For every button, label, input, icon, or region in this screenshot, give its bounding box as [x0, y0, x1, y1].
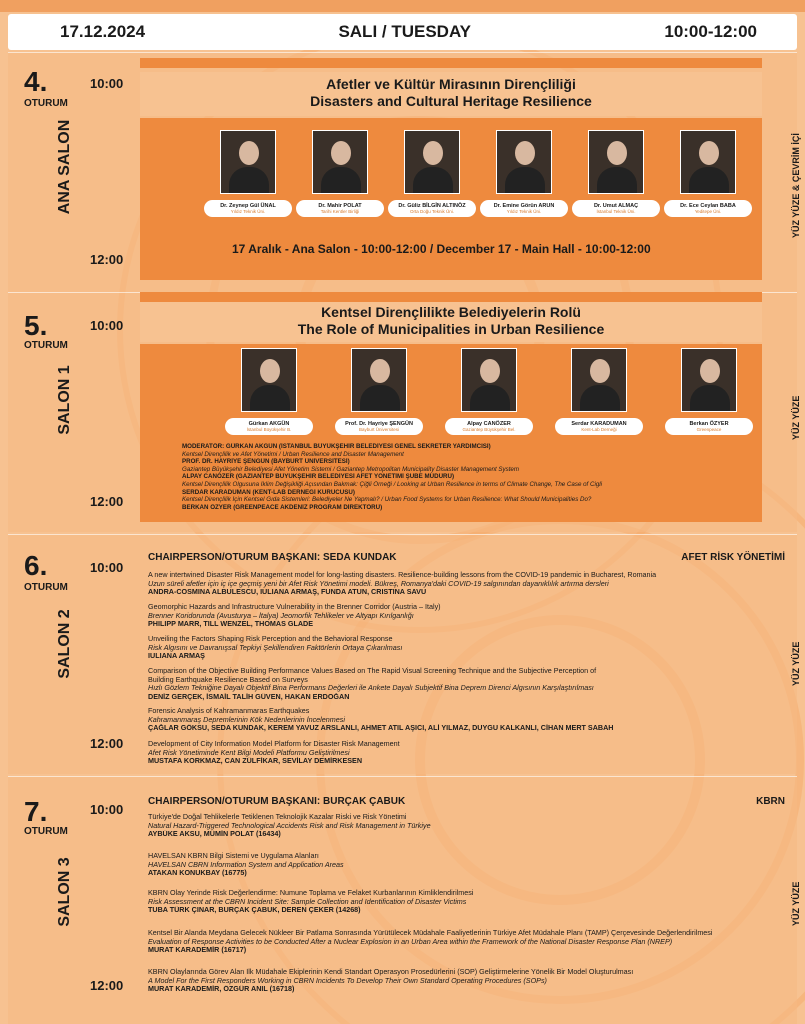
- session-start-time: 10:00: [90, 318, 124, 333]
- speaker-affiliation: İstanbul Büyükşehir B.: [246, 427, 292, 432]
- paper-alt-title: A Model For the First Responders Working in CBRN Incidents To Develop Their Own Standard Operating Procedures (SOPs): [148, 976, 547, 985]
- speaker-name: Dr. Emine Görün ARUN: [493, 203, 555, 209]
- session-location-line: 17 Aralık - Ana Salon - 10:00-12:00 / December 17 - Main Hall - 10:00-12:00: [232, 242, 651, 256]
- speaker-row: [202, 130, 754, 217]
- paper-authors: ATAKAN KONUKBAY (16775): [148, 869, 247, 878]
- speaker-pill: [555, 418, 643, 435]
- talk-title: Kentsel Dirençlilik Olgusuna İklim Değişikliği Açısından Bakmak: Çiğli Örneği / Looking at Urban Resilience in terms of Climate Change, The Case of Cigli: [182, 480, 603, 488]
- speaker-photo: [680, 130, 736, 194]
- speaker-photo: [312, 130, 368, 194]
- hall-name: SALON 1: [56, 365, 73, 435]
- session-number: 6.: [24, 550, 48, 581]
- speaker-photo: [241, 348, 297, 412]
- speaker-pill: [296, 200, 384, 217]
- speaker-card: [294, 130, 386, 217]
- paper-entry: [148, 740, 788, 766]
- speaker-card: [434, 348, 544, 435]
- paper-title: Development of City Information Model Platform for Disaster Risk Management: [148, 740, 400, 748]
- session-start-time: 10:00: [90, 560, 124, 575]
- top-strip: [0, 0, 805, 12]
- chairperson: CHAIRPERSON/OTURUM BAŞKANI: SEDA KUNDAK: [148, 552, 397, 563]
- speaker-card: [324, 348, 434, 435]
- paper-authors: AYBÜKE AKSU, MÜMİN POLAT (16434): [148, 830, 281, 839]
- paper-title: Geomorphic Hazards and Infrastructure Vulnerability in the Brenner Corridor (Austria – Italy): [148, 603, 441, 611]
- speaker-pill: [480, 200, 568, 217]
- paper-entry: [148, 707, 788, 733]
- paper-entry: [148, 635, 788, 661]
- moderator-line: MODERATÖR: GÜRKAN AKGÜN (İSTANBUL BÜYÜKŞEHİR BELEDİYESİ GENEL SEKRETER YARDIMCISI): [182, 443, 491, 450]
- session-title-en: The Role of Municipalities in Urban Resilience: [297, 321, 605, 337]
- speaker-pill: [664, 200, 752, 217]
- session-title: [140, 302, 762, 342]
- speaker-affiliation: Yıldız Teknik Üni.: [506, 209, 542, 214]
- day-text: SALI / TUESDAY: [338, 22, 472, 41]
- paper-title: Comparison of the Objective Building Performance Values Based on The Rapid Visual Screening Technique and the Subjective Perception of: [148, 667, 597, 675]
- speaker-affiliation: Kent-Lab Derneği: [581, 427, 617, 432]
- speaker-name: Serdar KARADUMAN: [571, 421, 627, 427]
- session-end-time: 12:00: [90, 494, 124, 509]
- speaker-name: Dr. Mahir POLAT: [318, 203, 362, 209]
- speaker-pill: [335, 418, 423, 435]
- session-label: OTURUM: [24, 340, 68, 351]
- talk-title: Gaziantep Büyükşehir Belediyesi Afet Yönetim Sistemi / Gaziantep Metropolitan Municipality Disaster Management System: [182, 465, 520, 473]
- speaker-photo: [681, 348, 737, 412]
- paper-title: Kentsel Bir Alanda Meydana Gelecek Nükleer Bir Patlama Sonrasında Yürütülecek Müdahale Faaliyetlerinin Türkiye Afet Müdahale Planı (TAMP) Çerçevesinde Değerlendirilmesi: [148, 929, 713, 937]
- title-stripe: [140, 292, 762, 302]
- speaker-photo: [461, 348, 517, 412]
- session-start-time: 10:00: [90, 76, 124, 91]
- speaker-affiliation: Greenpeace: [696, 427, 722, 432]
- speaker-photo: [351, 348, 407, 412]
- moderator-block: [182, 443, 762, 511]
- speaker-name: Berkan ÖZYER: [689, 421, 729, 427]
- paper-entry: [148, 852, 788, 878]
- speaker-affiliation: Gaziantep Büyükşehir Bel.: [462, 427, 516, 432]
- paper-entry: [148, 889, 788, 915]
- speaker-name: Dr. Ece Ceylan BABA: [680, 203, 736, 209]
- paper-entry: [148, 813, 788, 839]
- talk-title: Kentsel Dirençlilik İçin Kentsel Gıda Sistemleri: Belediyeler Ne Yapmalı? / Urban Food Systems for Urban Resilience: What Should Municipalities Do?: [182, 496, 592, 504]
- speaker-card: [478, 130, 570, 217]
- speaker-photo: [496, 130, 552, 194]
- date-text: 17.12.2024: [60, 22, 146, 41]
- speaker-card: [654, 348, 764, 435]
- time-range-text: 10:00-12:00: [664, 22, 757, 41]
- speaker-affiliation: Bayburt Üniversitesi: [358, 427, 399, 432]
- speaker-pill: [665, 418, 753, 435]
- session-number: 4.: [24, 66, 48, 97]
- session-label: OTURUM: [24, 582, 68, 593]
- hall-name: SALON 2: [56, 609, 73, 679]
- speaker-photo: [220, 130, 276, 194]
- paper-alt-title: Risk Assessment at the CBRN Incident Site: Sample Collection and Identification of Disaster Victims: [148, 897, 467, 906]
- talk-title: Kentsel Dirençlilik ve Afet Yönetimi / Urban Resilience and Disaster Management: [182, 450, 404, 458]
- paper-alt-title: Afet Risk Yönetiminde Kent Bilgi Modeli Platformu Geliştirilmesi: [148, 748, 350, 757]
- paper-authors: ANDRA-COSMINA ALBULESCU, IULIANA ARMAŞ, FUNDA ATUN, CRISTINA SAVU: [148, 588, 427, 597]
- speaker-card: [214, 348, 324, 435]
- paper-authors: MURAT KARADEMİR, ÖZGÜR ANIL (16718): [148, 985, 295, 994]
- session-end-time: 12:00: [90, 252, 124, 267]
- paper-title: Forensic Analysis of Kahramanmaras Earthquakes: [148, 707, 310, 715]
- talk-speaker: BERKAN ÖZYER (GREENPEACE AKDENİZ PROGRAM DİREKTÖRÜ): [182, 503, 383, 511]
- paper-title: KBRN Olay Yerinde Risk Değerlendirme: Numune Toplama ve Felaket Kurbanlarının Kimliklendirilmesi: [148, 889, 474, 897]
- paper-alt-title: Natural Hazard-Triggered Technological Accidents Risk and Risk Management in Türkiye: [148, 821, 431, 830]
- session-title: [140, 72, 762, 116]
- paper-authors: IULIANA ARMAŞ: [148, 652, 205, 661]
- session-label: OTURUM: [24, 826, 68, 837]
- speaker-card: [386, 130, 478, 217]
- paper-alt-title: Risk Algısını ve Davranışsal Tepkiyi Şekillendiren Faktörlerin Ortaya Çıkarılması: [148, 643, 403, 652]
- paper-title: A new intertwined Disaster Risk Management model for long-lasting disasters. Resilience-building lessons from the COVID-19 pandemic in Bucharest, Romania: [148, 571, 657, 579]
- paper-alt-title: Brenner Koridorunda (Avusturya – İtalya) Jeomorfik Tehlikeler ve Altyapı Kırılganlığı: [148, 611, 414, 620]
- title-stripe: [140, 58, 762, 68]
- speaker-name: Dr. Güliz BİLGİN ALTINÖZ: [398, 203, 466, 209]
- paper-authors: MURAT KARADEMİR (16717): [148, 946, 247, 955]
- speaker-affiliation: Yeditepe Üni.: [694, 209, 722, 214]
- session-end-time: 12:00: [90, 736, 124, 751]
- paper-title-cont: Building Earthquake Resilience Based on Surveys: [148, 675, 308, 684]
- speaker-name: Dr. Zeynep Gül ÜNAL: [220, 203, 276, 209]
- paper-authors: TUBA TÜRK ÇINAR, BURÇAK ÇABUK, DEREN ÇEKER (14268): [148, 906, 361, 915]
- track-name: AFET RİSK YÖNETİMİ: [681, 552, 785, 563]
- session-mode: YÜZ YÜZE: [791, 395, 801, 440]
- speaker-card: [202, 130, 294, 217]
- speaker-pill: [572, 200, 660, 217]
- speaker-name: Prof. Dr. Hayriye ŞENGÜN: [345, 421, 413, 427]
- paper-authors: MUSTAFA KORKMAZ, CAN ZÜLFİKAR, SEVİLAY DEMİRKESEN: [148, 757, 363, 766]
- speaker-photo: [588, 130, 644, 194]
- paper-alt-title: Kahramanmaraş Depremlerinin Kök Nedenlerinin İncelenmesi: [148, 715, 345, 724]
- hall-name: ANA SALON: [56, 119, 73, 215]
- session-start-time: 10:00: [90, 802, 124, 817]
- chairperson: CHAIRPERSON/OTURUM BAŞKANI: BURÇAK ÇABUK: [148, 796, 406, 807]
- paper-title: Unveiling the Factors Shaping Risk Perception and the Behavioral Response: [148, 635, 393, 643]
- speaker-card: [662, 130, 754, 217]
- session-mode: YÜZ YÜZE & ÇEVRİM İÇİ: [791, 133, 801, 238]
- speaker-affiliation: Yıldız Teknik Üni.: [230, 209, 266, 214]
- speaker-row: [214, 348, 764, 435]
- speaker-photo: [571, 348, 627, 412]
- speaker-name: Dr. Umut ALMAÇ: [593, 203, 639, 209]
- paper-authors: ÇAĞLAR GÖKSU, SEDA KUNDAK, KEREM YAVUZ ARSLANLI, AHMET ATIL AŞICI, ALİ YILMAZ, DUYGU KALKANLI, CİHAN MERT SABAH: [148, 724, 614, 733]
- speaker-photo: [404, 130, 460, 194]
- paper-entry: [148, 667, 788, 701]
- speaker-pill: [204, 200, 292, 217]
- session-mode: YÜZ YÜZE: [791, 641, 801, 686]
- paper-alt-title: Hızlı Gözlem Tekniğine Dayalı Objektif Bina Performans Değerleri ile Ankete Dayalı Subjektif Bina Deprem Direnci Algısının Karşılaştırılması: [148, 684, 594, 693]
- paper-title: KBRN Olaylarında Görev Alan İlk Müdahale Ekiplerinin Kendi Standart Operasyon Prosedürlerini (SOP) Geliştirmelerine Yönelik Bir Model Oluşturulması: [148, 968, 634, 976]
- date-bar: [8, 14, 797, 50]
- paper-alt-title: Evaluation of Response Activities to be Conducted After a Nuclear Explosion in an Urban Area within the Framework of the National Disaster Response Plan (NREP): [148, 937, 673, 946]
- speaker-affiliation: Tarihi Kentler Birliği: [320, 209, 360, 214]
- talk-speaker: SERDAR KARADUMAN (KENT-LAB DERNEĞİ KURUCUSU): [182, 488, 355, 496]
- session-number: 5.: [24, 310, 48, 341]
- paper-title: HAVELSAN KBRN Bilgi Sistemi ve Uygulama Alanları: [148, 852, 319, 860]
- speaker-pill: [225, 418, 313, 435]
- session-end-time: 12:00: [90, 978, 124, 993]
- speaker-name: Alpay CANÖZER: [467, 421, 511, 427]
- session-title-tr: Kentsel Dirençlilikte Belediyelerin Rolü: [321, 304, 581, 320]
- paper-title: Türkiye'de Doğal Tehlikelerle Tetiklenen Teknolojik Kazalar Riski ve Risk Yönetimi: [148, 813, 407, 821]
- paper-alt-title: HAVELSAN CBRN Information System and Application Areas: [148, 860, 344, 869]
- session-title-en: Disasters and Cultural Heritage Resilience: [310, 93, 592, 109]
- speaker-pill: [388, 200, 476, 217]
- paper-entry: [148, 603, 788, 629]
- talk-speaker: ALPAY CANÖZER (GAZİANTEP BÜYÜKŞEHİR BELEDİYESİ AFET YÖNETİMİ ŞUBE MÜDÜRÜ): [182, 473, 455, 481]
- speaker-card: [570, 130, 662, 217]
- session-title-tr: Afetler ve Kültür Mirasının Dirençliliği: [326, 76, 576, 92]
- speaker-card: [544, 348, 654, 435]
- hall-name: SALON 3: [56, 857, 73, 927]
- session-mode: YÜZ YÜZE: [791, 881, 801, 926]
- paper-authors: DENİZ GERÇEK, İSMAİL TALİH GÜVEN, HAKAN ERDOĞAN: [148, 692, 350, 701]
- paper-authors: PHILIPP MARR, TILL WENZEL, THOMAS GLADE: [148, 620, 314, 629]
- paper-alt-title: Uzun süreli afetler için iç içe geçmiş yeni bir Afet Risk Yönetimi modeli. Bükreş, Romanya'daki COVID-19 salgınından dayanıklılık artırma dersleri: [148, 579, 609, 588]
- talk-speaker: PROF. DR. HAYRİYE ŞENGÜN (BAYBURT ÜNİVERSİTESİ): [182, 458, 350, 466]
- paper-entry: [148, 929, 788, 955]
- paper-entry: [148, 968, 788, 994]
- speaker-affiliation: İstanbul Teknik Üni.: [596, 209, 636, 214]
- speaker-name: Gürkan AKGÜN: [248, 421, 290, 427]
- session-label: OTURUM: [24, 98, 68, 109]
- speaker-affiliation: Orta Doğu Teknik Üni.: [410, 209, 454, 214]
- speaker-pill: [445, 418, 533, 435]
- track-name: KBRN: [756, 796, 785, 807]
- paper-entry: [148, 571, 788, 597]
- session-number: 7.: [24, 796, 48, 827]
